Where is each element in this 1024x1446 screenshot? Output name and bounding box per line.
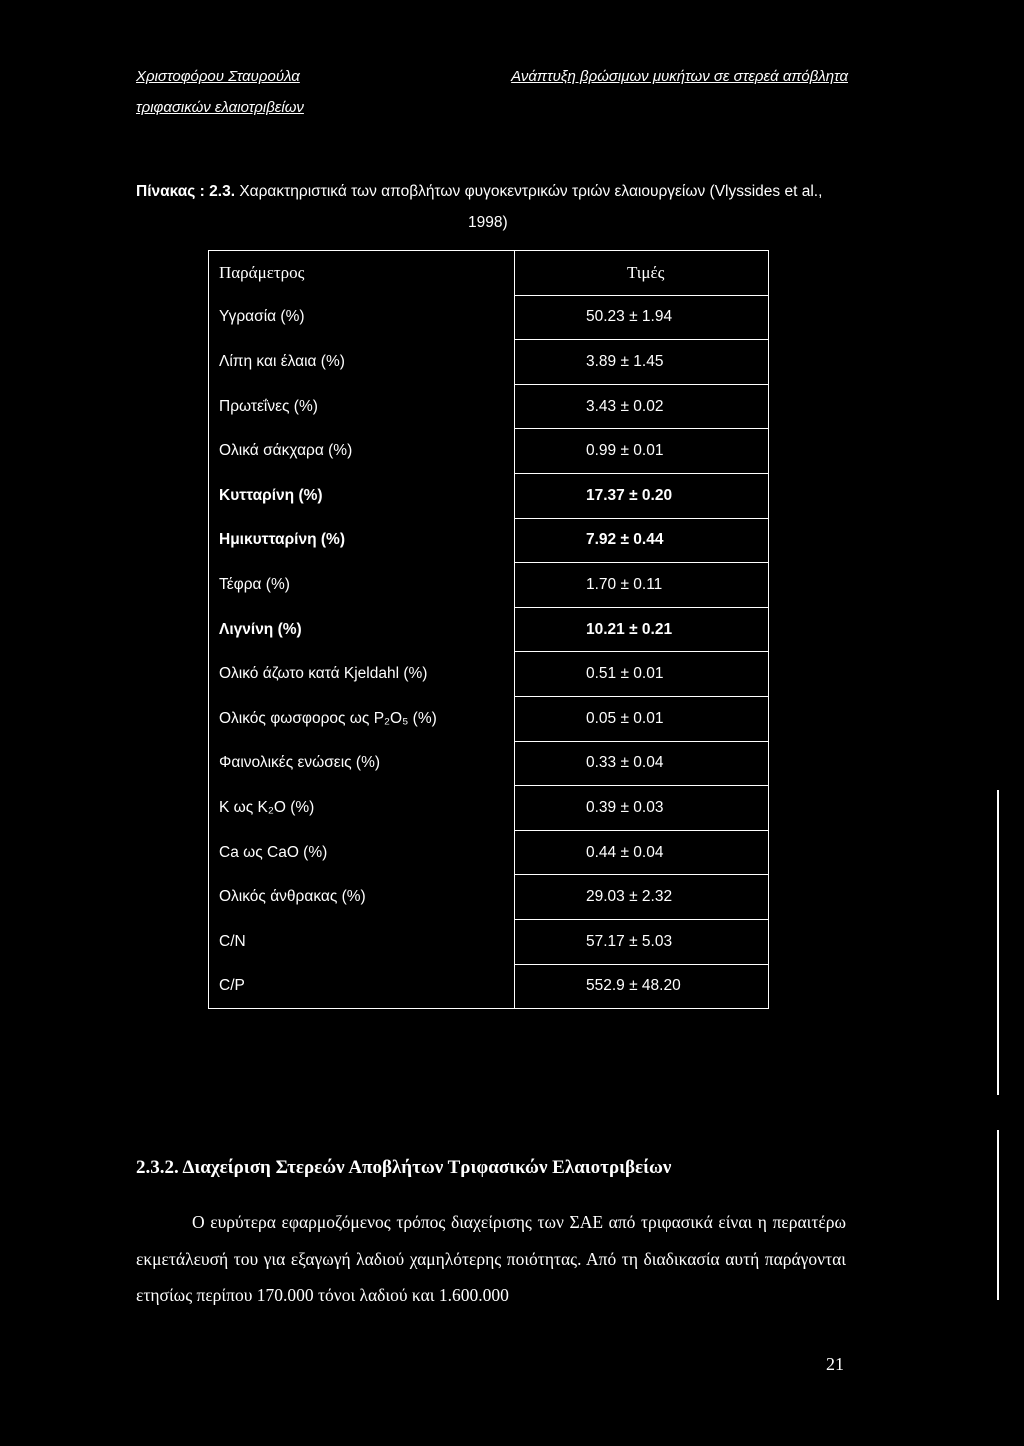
value-cell: 0.44 ± 0.04 bbox=[515, 830, 769, 875]
value-cell: 50.23 ± 1.94 bbox=[515, 295, 769, 340]
parameter-cell: Ημικυτταρίνη (%) bbox=[219, 531, 345, 549]
parameter-cell: Ολικός φωσφορος ως P₂O₅ (%) bbox=[219, 709, 437, 727]
parameter-cell: Ολικό άζωτο κατά Kjeldahl (%) bbox=[219, 665, 428, 683]
table-row bbox=[209, 741, 769, 786]
body-paragraph: Ο ευρύτερα εφαρμοζόμενος τρόπος διαχείρισης των ΣΑΕ από τριφασικά είναι η περαιτέρω εκμετάλευσή του για εξαγωγή λαδιού χαμηλότερης ποιότητας. Από τη διαδικασία αυτή παράγονται ετησίως περίπου 170.000 τόνοι λαδιού και 1.600.000 bbox=[136, 1212, 846, 1305]
value-cell: 0.99 ± 0.01 bbox=[515, 429, 769, 474]
value-cell: 7.92 ± 0.44 bbox=[515, 518, 769, 563]
table-row bbox=[209, 652, 769, 697]
value-cell: 17.37 ± 0.20 bbox=[515, 473, 769, 518]
table-caption bbox=[136, 182, 848, 202]
parameter-cell: Ολικά σάκχαρα (%) bbox=[219, 442, 353, 460]
value-cell: 1.70 ± 0.11 bbox=[515, 563, 769, 608]
page-number: 21 bbox=[826, 1354, 844, 1374]
value-cell: 0.05 ± 0.01 bbox=[515, 696, 769, 741]
value-cell: 0.39 ± 0.03 bbox=[515, 786, 769, 831]
table-row bbox=[209, 563, 769, 608]
parameter-cell: Υγρασία (%) bbox=[219, 308, 305, 326]
table-row bbox=[209, 384, 769, 429]
table-caption-year: 1998) bbox=[468, 214, 508, 231]
parameter-cell: Πρωτεΐνες (%) bbox=[219, 397, 318, 415]
parameter-cell: Φαινολικές ενώσεις (%) bbox=[219, 754, 381, 772]
parameter-cell: Ca ως CaO (%) bbox=[219, 843, 328, 861]
characteristics-table bbox=[208, 250, 769, 1009]
value-cell: 0.33 ± 0.04 bbox=[515, 741, 769, 786]
parameter-cell: K ως K₂O (%) bbox=[219, 798, 315, 816]
table-row bbox=[209, 696, 769, 741]
value-cell: 0.51 ± 0.01 bbox=[515, 652, 769, 697]
header-author: Χριστοφόρου Σταυρούλα bbox=[136, 68, 300, 85]
parameter-cell: C/N bbox=[219, 932, 246, 950]
table-row bbox=[209, 875, 769, 920]
parameter-cell: Λιγνίνη (%) bbox=[219, 620, 302, 638]
table-caption-text: Χαρακτηριστικά των αποβλήτων φυγοκεντρικών τριών ελαιουργείων (Vlyssides et al., bbox=[239, 183, 823, 200]
table-header-row bbox=[209, 251, 769, 296]
value-cell: 552.9 ± 48.20 bbox=[515, 964, 769, 1009]
parameter-cell: Κυτταρίνη (%) bbox=[219, 486, 323, 504]
table-row bbox=[209, 518, 769, 563]
parameter-cell: C/P bbox=[219, 977, 245, 995]
scan-edge-line bbox=[997, 1130, 999, 1300]
table-row bbox=[209, 964, 769, 1009]
value-cell: 10.21 ± 0.21 bbox=[515, 607, 769, 652]
parameter-cell: Τέφρα (%) bbox=[219, 575, 290, 593]
value-cell: 3.89 ± 1.45 bbox=[515, 340, 769, 385]
table-row bbox=[209, 295, 769, 340]
header-title: Ανάπτυξη βρώσιμων μυκήτων σε στερεά απόβλητα bbox=[511, 68, 848, 85]
table-caption-label: Πίνακας : 2.3. bbox=[136, 183, 235, 200]
parameter-cell: Λίπη και έλαια (%) bbox=[219, 352, 345, 370]
table-row bbox=[209, 473, 769, 518]
column-header-values: Τιμές bbox=[515, 251, 769, 296]
table-row bbox=[209, 786, 769, 831]
column-header-parameter: Παράμετρος bbox=[219, 263, 305, 283]
scan-edge-line bbox=[997, 790, 999, 1095]
table-row bbox=[209, 919, 769, 964]
table-row bbox=[209, 340, 769, 385]
value-cell: 3.43 ± 0.02 bbox=[515, 384, 769, 429]
table-row bbox=[209, 607, 769, 652]
header-title-continued: τριφασικών ελαιοτριβείων bbox=[136, 99, 304, 116]
section-heading: 2.3.2. Διαχείριση Στερεών Αποβλήτων Τριφασικών Ελαιοτριβείων bbox=[136, 1157, 672, 1178]
table-row bbox=[209, 830, 769, 875]
value-cell: 57.17 ± 5.03 bbox=[515, 919, 769, 964]
parameter-cell: Ολικός άνθρακας (%) bbox=[219, 888, 366, 906]
value-cell: 29.03 ± 2.32 bbox=[515, 875, 769, 920]
table-row bbox=[209, 429, 769, 474]
